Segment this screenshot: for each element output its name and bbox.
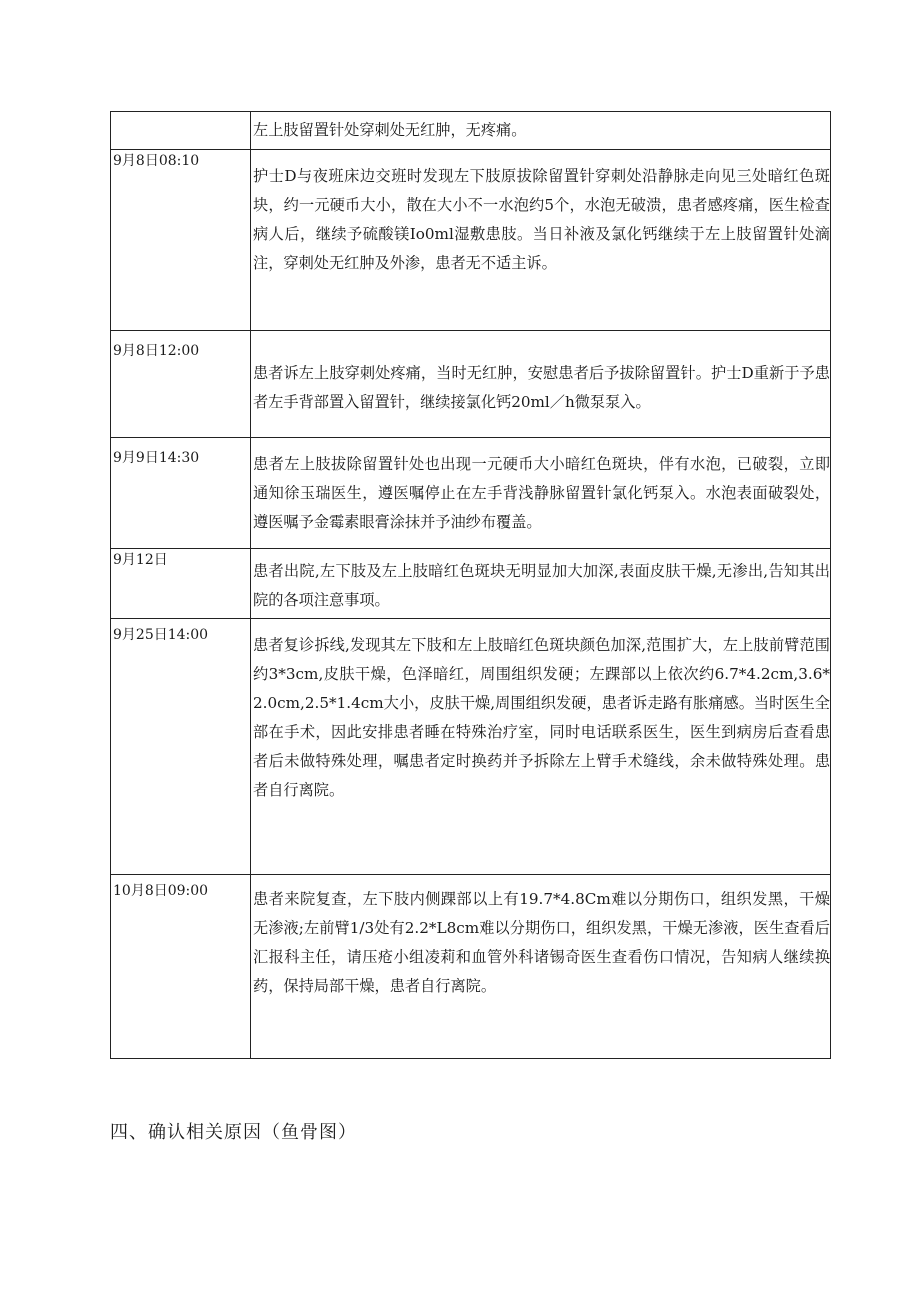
description-cell: 护士D与夜班床边交班时发现左下肢原拔除留置针穿刺处沿静脉走向见三处暗红色斑块，约一元硬币大小，散在大小不一水泡约5个，水泡无破溃，患者感疼痛，医生检查病人后，继续予硫酸镁Io0ml湿敷患肢。当日补液及氯化钙继续于左上肢留置针处滴注，穿刺处无红肿及外渗，患者无不适主诉。 (251, 150, 831, 331)
table-row (111, 331, 831, 438)
description-cell: 患者来院复查，左下肢内侧踝部以上有19.7*4.8Cm难以分期伤口，组织发黑，干燥无渗液;左前臂1/3处有2.2*L8cm难以分期伤口，组织发黑，干燥无渗液，医生查看后汇报科主任，请压疮小组凌莉和血管外科诸锡奇医生查看伤口情况，告知病人继续换药，保持局部干燥，患者自行离院。 (251, 875, 831, 1059)
time-cell: 9月9日14:30 (111, 438, 251, 549)
description-cell: 患者左上肢拔除留置针处也出现一元硬币大小暗红色斑块，伴有水泡，已破裂，立即通知徐玉瑞医生，遵医嘱停止在左手背浅静脉留置针氯化钙泵入。水泡表面破裂处，遵医嘱予金霉素眼膏涂抹并予油纱布覆盖。 (251, 438, 831, 549)
table-row (111, 549, 831, 619)
time-cell (111, 112, 251, 150)
table-row (111, 150, 831, 331)
description-cell: 左上肢留置针处穿刺处无红肿，无疼痛。 (251, 112, 831, 150)
nursing-log-table (110, 111, 831, 1059)
description-cell: 患者复诊拆线,发现其左下肢和左上肢暗红色斑块颜色加深,范围扩大，左上肢前臂范围约3*3cm,皮肤干燥，色泽暗红，周围组织发硬；左踝部以上依次约6.7*4.2cm,3.6*2.0cm,2.5*1.4cm大小，皮肤干燥,周围组织发硬，患者诉走路有胀痛感。当时医生全部在手术，因此安排患者睡在特殊治疗室，同时电话联系医生，医生到病房后查看患者后未做特殊处理，嘱患者定时换药并予拆除左上臂手术缝线，余未做特殊处理。患者自行离院。 (251, 619, 831, 875)
time-cell: 9月25日14:00 (111, 619, 251, 875)
table-row (111, 438, 831, 549)
description-cell: 患者诉左上肢穿刺处疼痛，当时无红肿，安慰患者后予拔除留置针。护士D重新于予患者左手背部置入留置针，继续接氯化钙20ml／h微泵泵入。 (251, 331, 831, 438)
time-cell: 9月12日 (111, 549, 251, 619)
time-cell: 9月8日12:00 (111, 331, 251, 438)
table-row (111, 619, 831, 875)
table-row (111, 875, 831, 1059)
description-cell: 患者出院,左下肢及左上肢暗红色斑块无明显加大加深,表面皮肤干燥,无渗出,告知其出院的各项注意事项。 (251, 549, 831, 619)
time-cell: 9月8日08:10 (111, 150, 251, 331)
table-row (111, 112, 831, 150)
time-cell: 10月8日09:00 (111, 875, 251, 1059)
section-heading: 四、确认相关原因（鱼骨图） (110, 1122, 357, 1143)
